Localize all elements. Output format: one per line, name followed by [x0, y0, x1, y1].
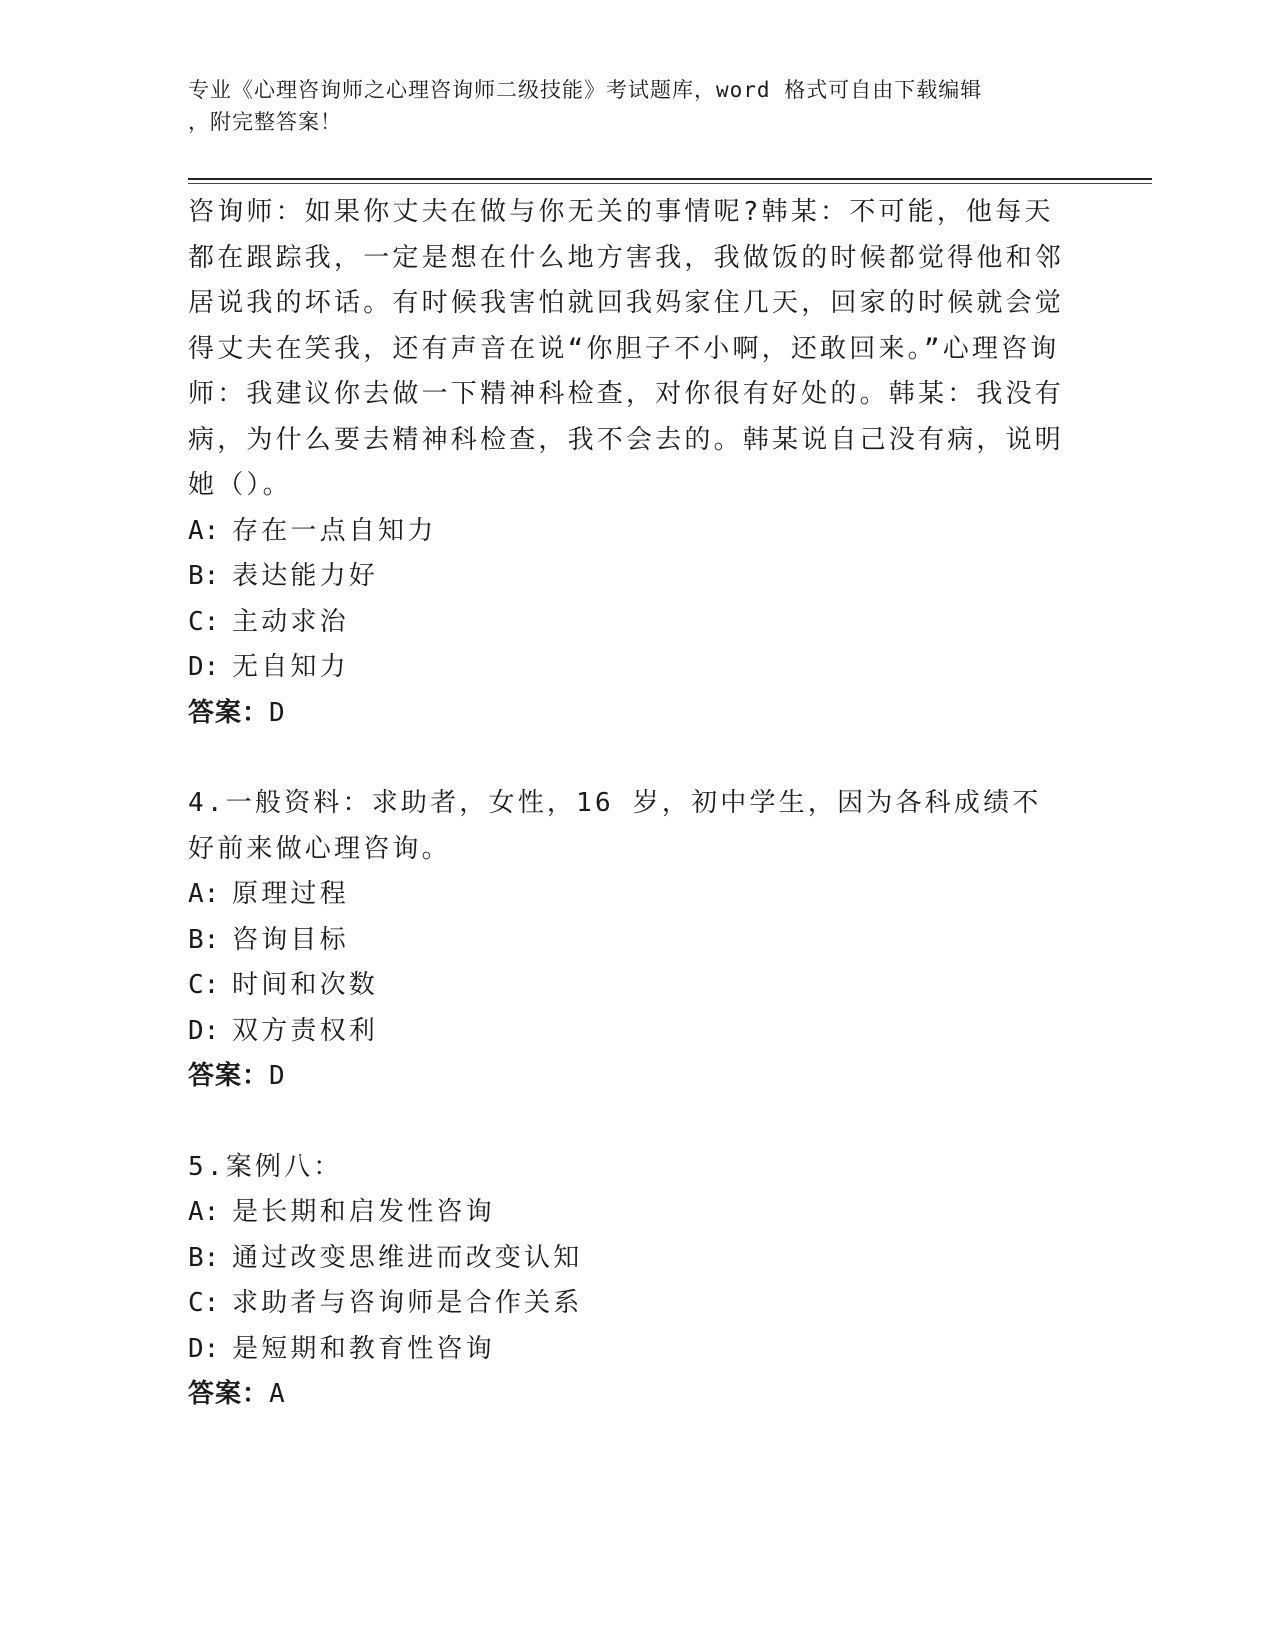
- answer-line: [188, 691, 1088, 737]
- option-letter: D:: [188, 1015, 220, 1046]
- spacer: [188, 1100, 1088, 1145]
- option-text: 表达能力好: [232, 561, 379, 591]
- option-c: [188, 963, 1088, 1009]
- option-letter: A:: [188, 515, 220, 546]
- option-text: 存在一点自知力: [232, 515, 437, 546]
- option-text: 咨询目标: [232, 924, 349, 955]
- option-text: 是短期和教育性咨询: [232, 1333, 495, 1364]
- document-header: [188, 74, 1068, 138]
- option-text: 双方责权利: [232, 1015, 379, 1046]
- header-rule-thick: [188, 178, 1152, 180]
- option-d: [188, 1327, 1088, 1373]
- header-rule-thin: [188, 183, 1152, 184]
- header-line-2: ，附完整答案！: [188, 110, 342, 134]
- answer-label: 答案：: [188, 1061, 270, 1091]
- option-a: [188, 872, 1088, 918]
- question-block: [188, 781, 1088, 1100]
- answer-value: D: [269, 697, 286, 728]
- option-text: 原理过程: [232, 879, 349, 909]
- question-text: 咨询师：如果你丈夫在做与你无关的事情呢?韩某：不可能，他每天都在跟踪我，一定是想在什么地方害我，我做饭的时候都觉得他和邻居说我的坏话。有时候我害怕就回我妈家住几天，回家的时候就会觉得丈夫在笑我，还有声音在说“你胆子不小啊，还敢回来。”心理咨询师：我建议你去做一下精神科检查，对你很有好处的。韩某：我没有病，为什么要去精神科检查，我不会去的。韩某说自己没有病，说明她（）。: [188, 197, 1065, 500]
- option-b: [188, 554, 1088, 600]
- option-b: [188, 1236, 1088, 1282]
- answer-line: [188, 1372, 1088, 1418]
- option-letter: A:: [188, 879, 220, 909]
- spacer: [188, 736, 1088, 781]
- answer-line: [188, 1054, 1088, 1100]
- option-a: [188, 509, 1088, 555]
- option-c: [188, 600, 1088, 646]
- option-text: 求助者与咨询师是合作关系: [232, 1288, 583, 1318]
- answer-label: 答案：: [188, 1379, 270, 1409]
- option-letter: B:: [188, 1242, 220, 1273]
- answer-value: D: [269, 1061, 286, 1091]
- option-c: [188, 1281, 1088, 1327]
- option-text: 通过改变思维进而改变认知: [232, 1242, 583, 1273]
- option-d: [188, 645, 1088, 691]
- option-letter: C:: [188, 1288, 220, 1318]
- question-text: 4.一般资料：求助者，女性，16 岁，初中学生，因为各科成绩不好前来做心理咨询。: [188, 788, 1042, 864]
- option-letter: B:: [188, 561, 220, 591]
- option-letter: C:: [188, 606, 220, 637]
- option-letter: A:: [188, 1197, 220, 1227]
- option-letter: D:: [188, 1333, 220, 1364]
- option-letter: C:: [188, 970, 220, 1000]
- question-block: [188, 1145, 1088, 1418]
- question-text: 5.案例八：: [188, 1151, 343, 1182]
- option-text: 主动求治: [232, 606, 349, 637]
- question-list: [188, 190, 1088, 1418]
- question-block: [188, 190, 1088, 736]
- option-b: [188, 918, 1088, 964]
- header-line-1: 专业《心理咨询师之心理咨询师二级技能》考试题库，word 格式可自由下载编辑: [188, 78, 983, 102]
- answer-value: A: [269, 1379, 286, 1409]
- answer-label: 答案：: [188, 697, 270, 728]
- option-letter: B:: [188, 924, 220, 955]
- option-text: 时间和次数: [232, 970, 379, 1000]
- option-text: 是长期和启发性咨询: [232, 1197, 495, 1227]
- option-text: 无自知力: [232, 652, 349, 682]
- option-a: [188, 1190, 1088, 1236]
- option-letter: D:: [188, 652, 220, 682]
- option-d: [188, 1009, 1088, 1055]
